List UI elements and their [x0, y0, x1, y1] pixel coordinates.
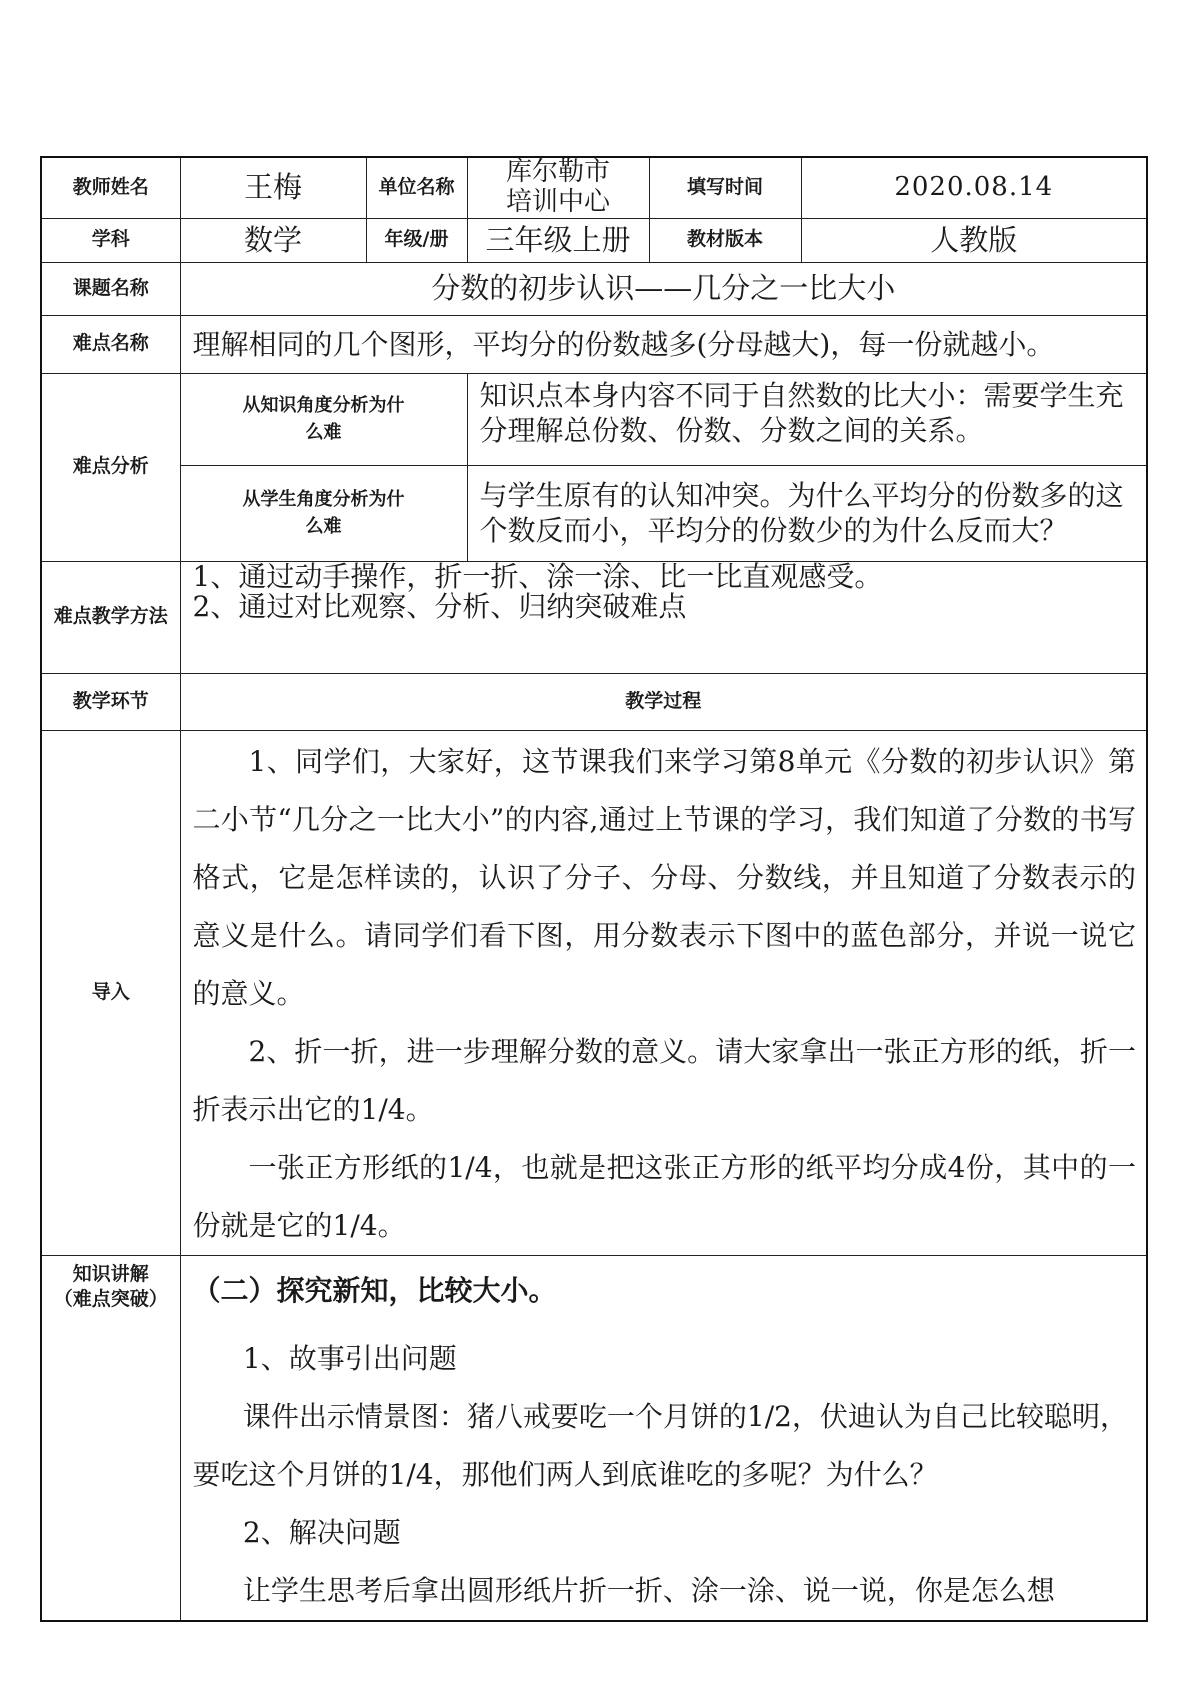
intro-content — [180, 730, 1147, 1255]
topic-value: 分数的初步认识——几分之一比大小 — [180, 262, 1147, 315]
methods-value — [180, 561, 1147, 673]
edition-label: 教材版本 — [649, 218, 801, 262]
knowledge-angle-label — [180, 373, 467, 465]
knowledge-row — [41, 1255, 1147, 1621]
knowledge-label — [41, 1255, 180, 1621]
info-row-2 — [41, 218, 1147, 262]
step1-title: 1、故事引出问题 — [242, 1341, 457, 1375]
step2-text: 让学生思考后拿出圆形纸片折一折、涂一涂、说一说，你是怎么想 — [242, 1573, 1055, 1607]
intro-paragraph-1: 1、同学们，大家好，这节课我们来学习第8单元《分数的初步认识》第二小节“几分之一比大小”的内容,通过上节课的学习，我们知道了分数的书写格式，它是怎样读的，认识了分子、分母、分数线，并且知道了分数表示的意义是什么。请同学们看下图，用分数表示下图中的蓝色部分，并说一说它的意义。 — [192, 744, 1136, 1010]
topic-label: 课题名称 — [41, 262, 180, 315]
lesson-plan-table — [40, 156, 1148, 1622]
stage-header-label: 教学环节 — [41, 673, 180, 730]
grade-value: 三年级上册 — [467, 218, 649, 262]
knowledge-angle-value: 知识点本身内容不同于自然数的比大小：需要学生充分理解总份数、份数、分数之间的关系。 — [467, 373, 1147, 465]
process-header-row — [41, 673, 1147, 730]
analysis-row-knowledge — [41, 373, 1147, 465]
intro-row — [41, 730, 1147, 1255]
intro-label: 导入 — [41, 730, 180, 1255]
difficulty-label: 难点名称 — [41, 315, 180, 373]
difficulty-row — [41, 315, 1147, 373]
grade-label: 年级/册 — [366, 218, 467, 262]
difficulty-value: 理解相同的几个图形，平均分的份数越多(分母越大)，每一份就越小。 — [180, 315, 1147, 373]
process-header-label: 教学过程 — [180, 673, 1147, 730]
lesson-plan-page — [40, 156, 1146, 1607]
edition-value: 人教版 — [801, 218, 1147, 262]
subject-value: 数学 — [180, 218, 366, 262]
intro-paragraph-3: 一张正方形纸的1/4，也就是把这张正方形的纸平均分成4份，其中的一份就是它的1/4。 — [192, 1150, 1136, 1242]
subject-label: 学科 — [41, 218, 180, 262]
intro-paragraph-2: 2、折一折，进一步理解分数的意义。请大家拿出一张正方形的纸，折一折表示出它的1/4。 — [192, 1034, 1136, 1126]
method-item-1: 1、通过动手操作，折一折、涂一涂、比一比直观感受。 — [192, 559, 883, 593]
student-angle-value: 与学生原有的认知冲突。为什么平均分的份数多的这个数反而小，平均分的份数少的为什么反而大？ — [467, 465, 1147, 561]
step1-text: 课件出示情景图：猪八戒要吃一个月饼的1/2，伏迪认为自己比较聪明，要吃这个月饼的1/4，那他们两人到底谁吃的多呢？为什么？ — [192, 1399, 1128, 1491]
knowledge-content — [180, 1255, 1147, 1621]
knowledge-heading: （二）探究新知，比较大小。 — [192, 1273, 557, 1307]
knowledge-label-line2: （难点突破） — [53, 1288, 168, 1311]
info-row-1 — [41, 157, 1147, 218]
analysis-row-student — [41, 465, 1147, 561]
student-angle-label — [180, 465, 467, 561]
student-angle-text: 从学生角度分析为什么难 — [242, 489, 405, 538]
teacher-name-label: 教师姓名 — [41, 157, 180, 218]
unit-name-label: 单位名称 — [366, 157, 467, 218]
knowledge-angle-text: 从知识角度分析为什么难 — [242, 395, 405, 444]
method-item-2: 2、通过对比观察、分析、归纳突破难点 — [192, 590, 687, 624]
methods-row — [41, 561, 1147, 673]
unit-name-value — [467, 157, 649, 218]
step2-title: 2、解决问题 — [242, 1515, 401, 1549]
teacher-name-value: 王梅 — [180, 157, 366, 218]
fill-date-label: 填写时间 — [649, 157, 801, 218]
topic-row — [41, 262, 1147, 315]
unit-name-text: 库尔勒市培训中心 — [505, 157, 610, 217]
methods-label: 难点教学方法 — [41, 561, 180, 673]
analysis-label: 难点分析 — [41, 373, 180, 561]
fill-date-value: 2020.08.14 — [801, 157, 1147, 218]
knowledge-label-line1: 知识讲解 — [72, 1262, 149, 1285]
